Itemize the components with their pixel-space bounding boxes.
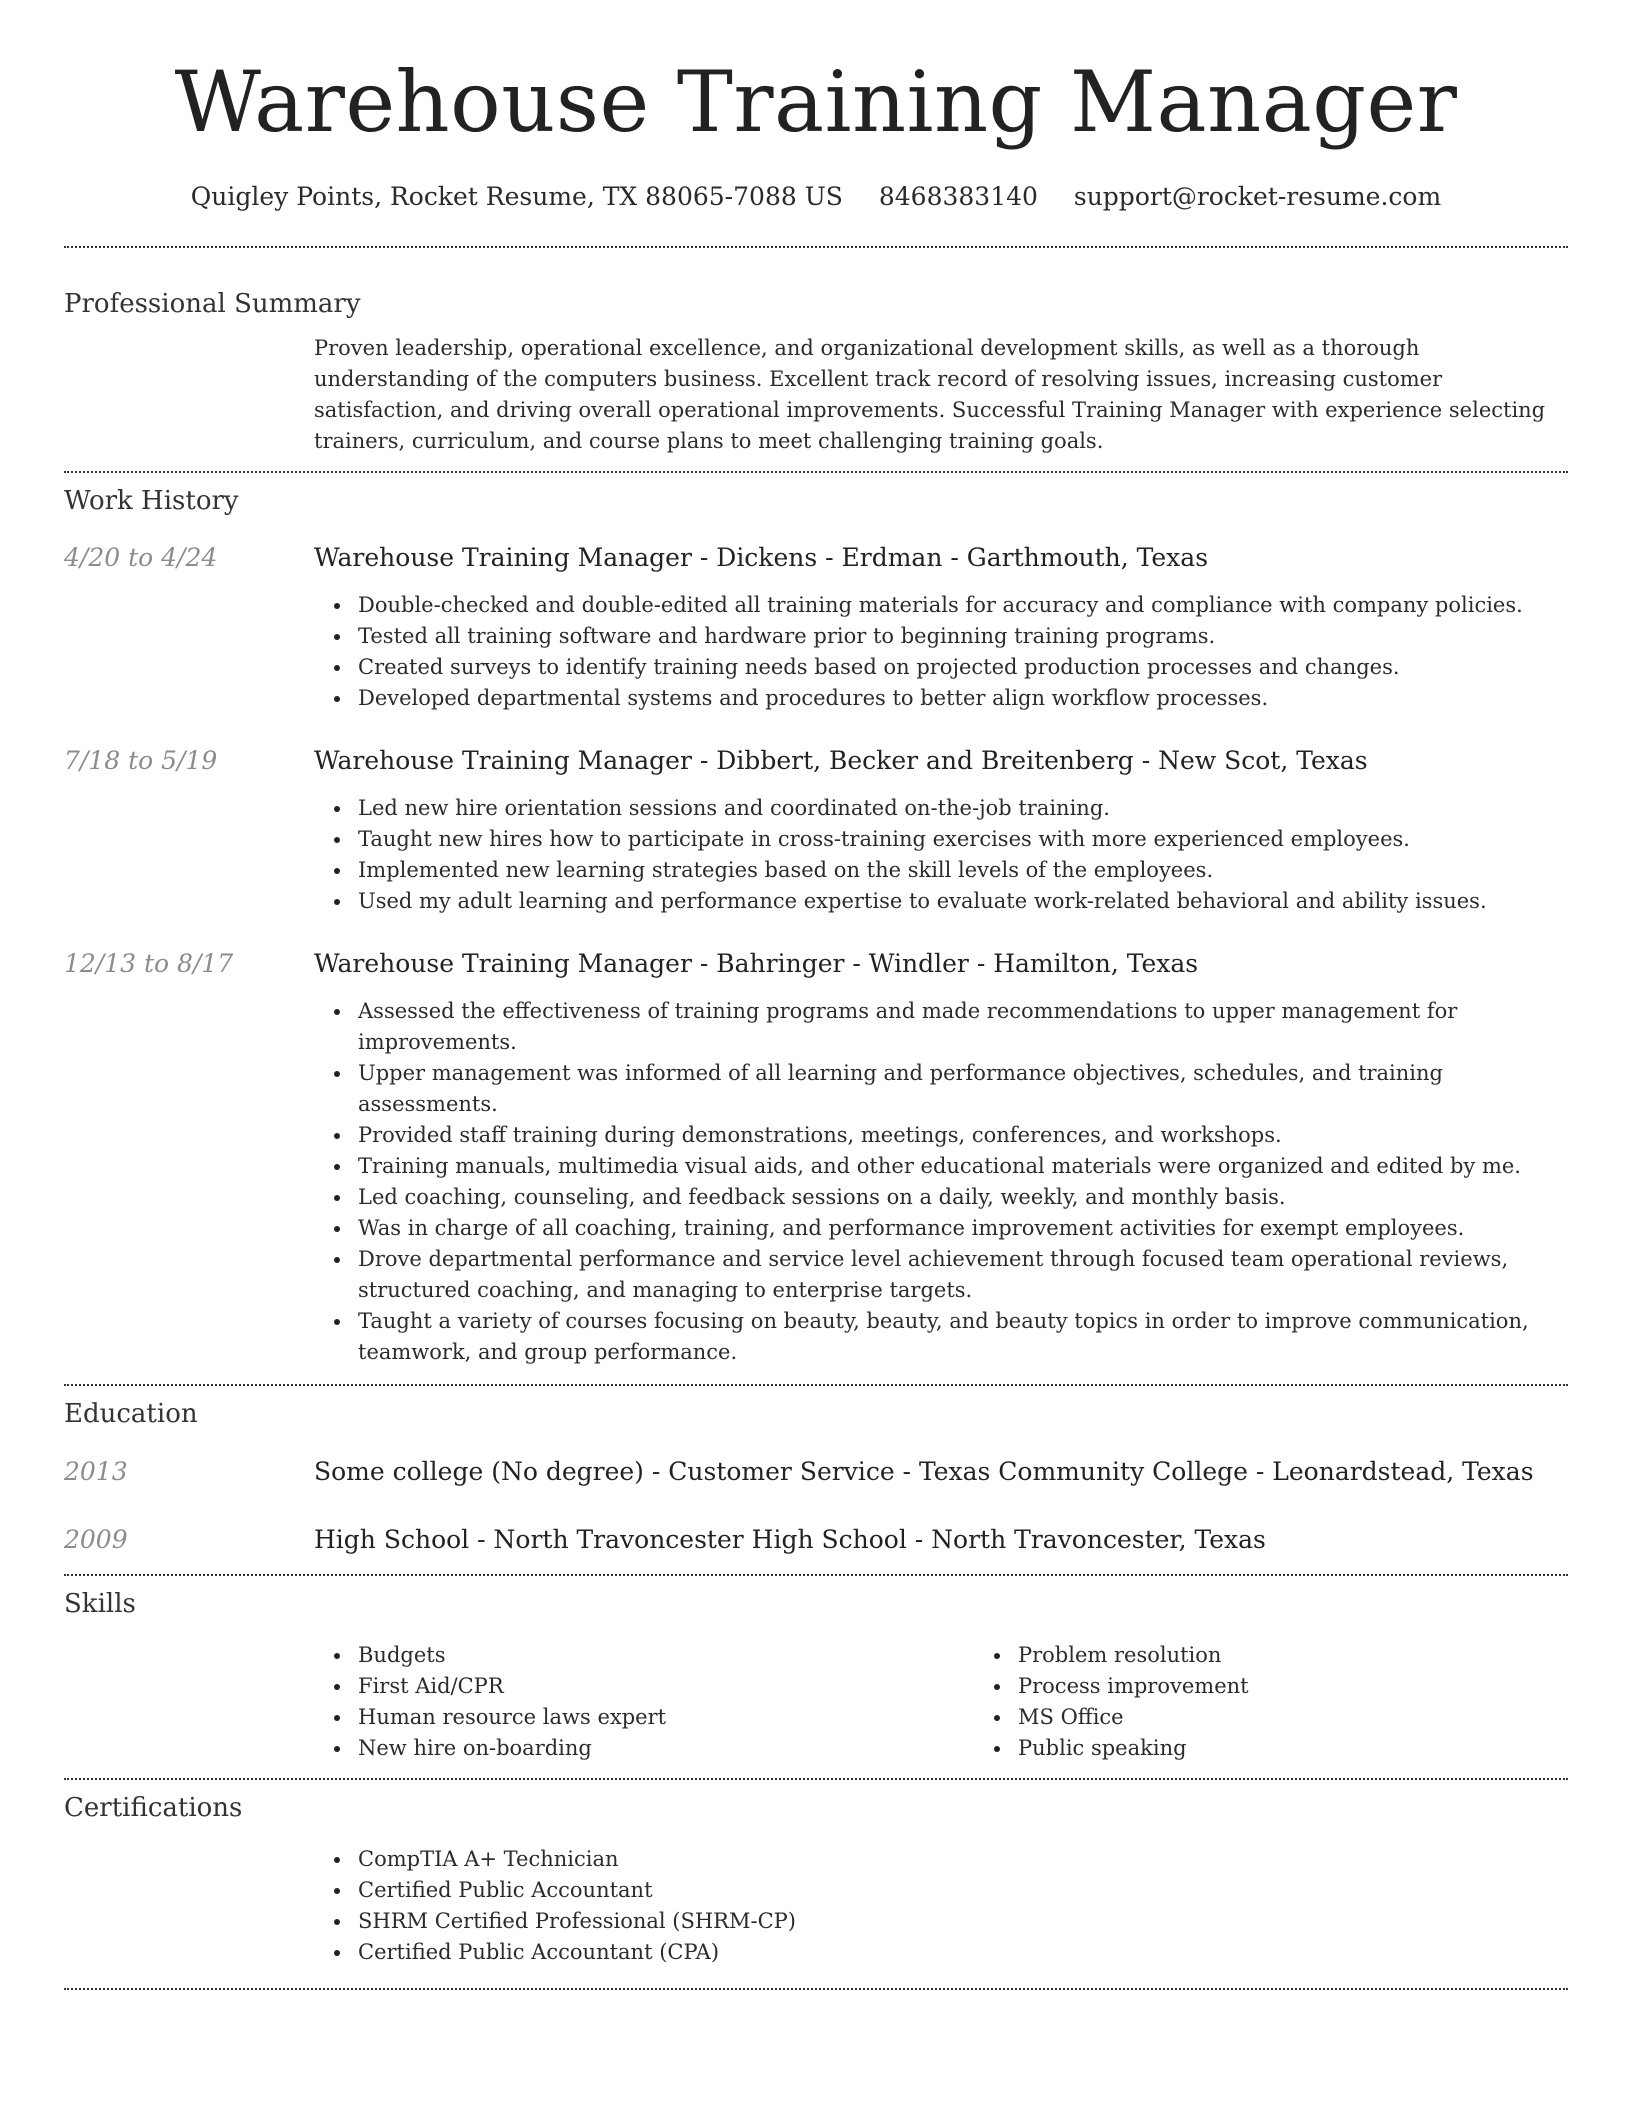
list-item: Upper management was informed of all learning and performance objectives, schedules, and training assessments.	[358, 1058, 1568, 1120]
divider	[64, 1988, 1568, 1990]
list-item: New hire on-boarding	[358, 1733, 974, 1764]
list-item: MS Office	[1018, 1702, 1632, 1733]
list-item: Certified Public Accountant (CPA)	[358, 1937, 1568, 1968]
education-year: 2009	[64, 1525, 128, 1554]
job-title: Warehouse Training Manager - Dibbert, Becker and Breitenberg - New Scot, Texas	[314, 746, 1368, 775]
list-item: Human resource laws expert	[358, 1702, 974, 1733]
job-bullets	[314, 996, 1568, 1368]
job-bullets	[314, 793, 1568, 917]
divider	[64, 471, 1568, 473]
list-item: Budgets	[358, 1640, 974, 1671]
resume-name: Warehouse Training Manager	[174, 53, 1458, 151]
list-item: Led coaching, counseling, and feedback sessions on a daily, weekly, and monthly basis.	[358, 1182, 1568, 1213]
list-item: First Aid/CPR	[358, 1671, 974, 1702]
skills-section	[64, 1588, 1568, 1764]
list-item: Was in charge of all coaching, training, and performance improvement activities for exempt employees.	[358, 1213, 1568, 1244]
section-title: Certifications	[64, 1793, 243, 1823]
section-title: Professional Summary	[64, 289, 361, 319]
work-history-section	[64, 485, 1568, 1368]
list-item: Training manuals, multimedia visual aids, and other educational materials were organized and edited by me.	[358, 1151, 1568, 1182]
job-bullets	[314, 590, 1568, 714]
list-item: Public speaking	[1018, 1733, 1632, 1764]
education-text: Some college (No degree) - Customer Service - Texas Community College - Leonardstead, Texas	[314, 1457, 1534, 1486]
education-text: High School - North Travoncester High School - North Travoncester, Texas	[314, 1525, 1266, 1554]
list-item: Problem resolution	[1018, 1640, 1632, 1671]
certifications-list	[314, 1844, 1568, 1968]
list-item: Developed departmental systems and procedures to better align workflow processes.	[358, 683, 1568, 714]
section-title: Skills	[64, 1589, 136, 1619]
list-item: Used my adult learning and performance expertise to evaluate work-related behavioral and ability issues.	[358, 886, 1568, 917]
list-item: Tested all training software and hardware prior to beginning training programs.	[358, 621, 1568, 652]
list-item: Assessed the effectiveness of training programs and made recommendations to upper management for improvements.	[358, 996, 1568, 1058]
job-title: Warehouse Training Manager - Bahringer - Windler - Hamilton, Texas	[314, 949, 1199, 978]
job-title: Warehouse Training Manager - Dickens - Erdman - Garthmouth, Texas	[314, 543, 1209, 572]
list-item: Process improvement	[1018, 1671, 1632, 1702]
section-title: Work History	[64, 486, 239, 516]
list-item: Provided staff training during demonstrations, meetings, conferences, and workshops.	[358, 1120, 1568, 1151]
section-title: Education	[64, 1399, 198, 1429]
education-section	[64, 1398, 1568, 1556]
skills-list-left	[314, 1640, 974, 1764]
list-item: Double-checked and double-edited all training materials for accuracy and compliance with company policies.	[358, 590, 1568, 621]
summary-section	[64, 288, 1568, 457]
job-entry	[64, 745, 1568, 917]
list-item: Implemented new learning strategies based on the skill levels of the employees.	[358, 855, 1568, 886]
list-item: Led new hire orientation sessions and coordinated on-the-job training.	[358, 793, 1568, 824]
list-item: Drove departmental performance and service level achievement through focused team operational reviews, structured coaching, and managing to enterprise targets.	[358, 1244, 1568, 1306]
divider	[64, 1778, 1568, 1780]
job-dates: 7/18 to 5/19	[64, 746, 218, 775]
divider	[64, 1574, 1568, 1576]
list-item: CompTIA A+ Technician	[358, 1844, 1568, 1875]
contact-phone: 8468383140	[878, 182, 1038, 211]
education-year: 2013	[64, 1457, 128, 1486]
education-entry	[64, 1524, 1568, 1556]
certifications-section	[64, 1792, 1568, 1968]
job-dates: 4/20 to 4/24	[64, 543, 218, 572]
contact-email: support@rocket-resume.com	[1073, 182, 1442, 211]
contact-address: Quigley Points, Rocket Resume, TX 88065-7088 US	[190, 182, 843, 211]
list-item: Certified Public Accountant	[358, 1875, 1568, 1906]
job-entry	[64, 542, 1568, 714]
list-item: Taught a variety of courses focusing on beauty, beauty, and beauty topics in order to improve communication, teamwork, and group performance.	[358, 1306, 1568, 1368]
skills-list-right	[974, 1640, 1632, 1764]
list-item: Taught new hires how to participate in cross-training exercises with more experienced employees.	[358, 824, 1568, 855]
divider	[64, 246, 1568, 248]
job-entry	[64, 948, 1568, 1368]
list-item: Created surveys to identify training needs based on projected production processes and changes.	[358, 652, 1568, 683]
list-item: SHRM Certified Professional (SHRM-CP)	[358, 1906, 1568, 1937]
summary-text: Proven leadership, operational excellence, and organizational development skills, as well as a thorough understanding of the computers business. Excellent track record of resolving issues, increasing customer satisfaction, and driving overall operational improvements. Successful Training Manager with experience selecting trainers, curriculum, and course plans to meet challenging training goals.	[314, 336, 1546, 453]
contact-line	[64, 182, 1568, 212]
divider	[64, 1384, 1568, 1386]
education-entry	[64, 1456, 1568, 1488]
job-dates: 12/13 to 8/17	[64, 949, 234, 978]
